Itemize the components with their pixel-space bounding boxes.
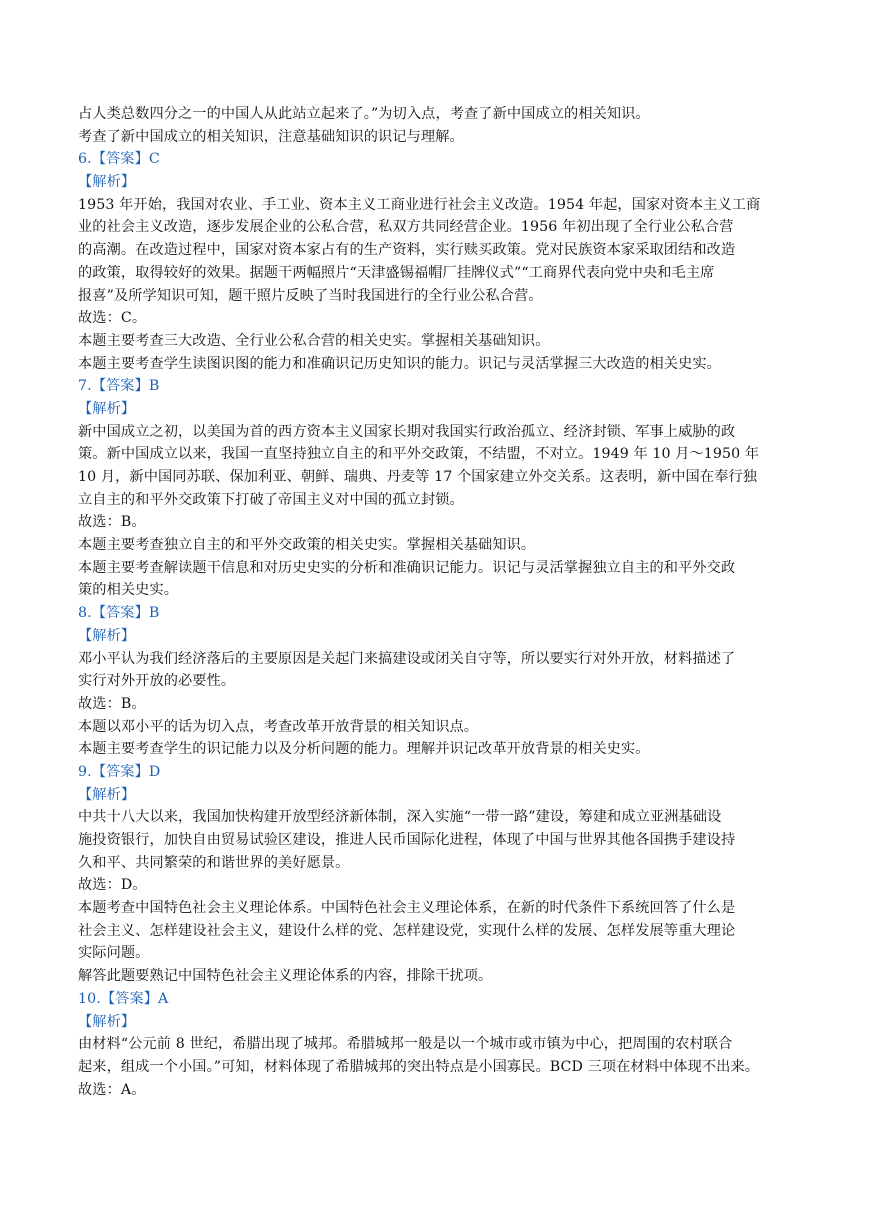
text-line: 解答此题要熟记中国特色社会主义理论体系的内容，排除干扰项。 (78, 968, 493, 985)
text-line: 施投资银行，加快自由贸易试验区建设，推进人民币国际化进程，体现了中国与世界其他各国携手建设持 (78, 832, 736, 848)
answer-heading: 10.【答案】A (78, 990, 169, 1007)
answer-document (78, 103, 798, 1101)
answer-heading: 7.【答案】B (78, 378, 160, 395)
text-line: 的高潮。在改造过程中，国家对资本家占有的生产资料，实行赎买政策。党对民族资本家采取团结和改造 (78, 242, 736, 259)
text-line: 1953 年开始，我国对农业、手工业、资本主义工商业进行社会主义改造。1954 年起，国家对资本主义工商 (78, 196, 761, 213)
analysis-heading: 【解析】 (78, 786, 136, 803)
text-line: 中共十八大以来，我国加快构建开放型经济新体制，深入实施“一带一路”建设，筹建和成立亚洲基础设 (78, 809, 722, 826)
text-line: 本题以邓小平的话为切入点，考查改革开放背景的相关知识点。 (78, 718, 479, 735)
text-line: 的政策，取得较好的效果。据题干两幅照片“天津盛锡福帽厂挂牌仪式”“工商界代表向党中央和毛主席 (78, 264, 715, 281)
text-line: 10 月，新中国同苏联、保加利亚、朝鲜、瑞典、丹麦等 17 个国家建立外交关系。这表明，新中国在奉行独 (78, 469, 757, 485)
answer-heading: 8.【答案】B (78, 605, 160, 622)
text-line: 本题主要考查解读题干信息和对历史史实的分析和准确识记能力。识记与灵活掌握独立自主的和平外交政 (78, 559, 736, 576)
text-line: 由材料“公元前 8 世纪，希腊出现了城邦。希腊城邦一般是以一个城市或市镇为中心，把周围的农村联合 (78, 1036, 733, 1053)
text-line: 本题主要考查独立自主的和平外交政策的相关史实。掌握相关基础知识。 (78, 537, 536, 554)
text-line: 实际问题。 (78, 945, 150, 962)
text-line: 起来，组成一个小国。”可知，材料体现了希腊城邦的突出特点是小国寡民。BCD 三项在材料中体现不出来。 (78, 1058, 760, 1075)
analysis-heading: 【解析】 (78, 627, 136, 644)
analysis-heading: 【解析】 (78, 400, 136, 417)
text-line: 邓小平认为我们经济落后的主要原因是关起门来搞建设或闭关自守等，所以要实行对外开放，材料描述了 (78, 650, 736, 667)
text-line: 故选：D。 (78, 877, 147, 894)
answer-heading: 6.【答案】C (78, 151, 160, 168)
text-line: 本题考查中国特色社会主义理论体系。中国特色社会主义理论体系，在新的时代条件下系统回答了什么是 (78, 900, 736, 917)
text-line: 本题主要考查学生的识记能力以及分析问题的能力。理解并识记改革开放背景的相关史实。 (78, 741, 650, 758)
text-line: 本题主要考查三大改造、全行业公私合营的相关史实。掌握相关基础知识。 (78, 332, 550, 349)
text-line: 考查了新中国成立的相关知识，注意基础知识的识记与理解。 (78, 128, 464, 145)
answer-heading: 9.【答案】D (78, 763, 161, 780)
text-line: 业的社会主义改造，逐步发展企业的公私合营，私双方共同经营企业。1956 年初出现了全行业公私合营 (78, 219, 734, 236)
text-line: 策的相关史实。 (78, 582, 179, 599)
text-line: 社会主义、怎样建设社会主义，建设什么样的党、怎样建设党，实现什么样的发展、怎样发展等重大理论 (78, 922, 736, 939)
text-line: 占人类总数四分之一的中国人从此站立起来了。”为切入点，考查了新中国成立的相关知识。 (78, 106, 650, 122)
analysis-heading: 【解析】 (78, 1013, 136, 1030)
text-line: 故选：B。 (78, 514, 146, 531)
text-line: 本题主要考查学生读图识图的能力和准确识记历史知识的能力。识记与灵活掌握三大改造的相关史实。 (78, 355, 721, 372)
text-line: 立自主的和平外交政策下打破了帝国主义对中国的孤立封锁。 (78, 491, 464, 508)
text-line: 实行对外开放的必要性。 (78, 673, 236, 690)
text-line: 新中国成立之初，以美国为首的西方资本主义国家长期对我国实行政治孤立、经济封锁、军事上威胁的政 (78, 423, 736, 440)
text-line: 报喜”及所学知识可知，题干照片反映了当时我国进行的全行业公私合营。 (78, 287, 543, 304)
text-line: 久和平、共同繁荣的和谐世界的美好愿景。 (78, 854, 350, 871)
text-line: 故选：A。 (78, 1081, 146, 1098)
analysis-heading: 【解析】 (78, 174, 136, 191)
text-line: 故选：C。 (78, 310, 147, 327)
text-line: 故选：B。 (78, 695, 146, 712)
text-line: 策。新中国成立以来，我国一直坚持独立自主的和平外交政策，不结盟，不对立。1949 年 10 月～1950 年 (78, 446, 760, 463)
